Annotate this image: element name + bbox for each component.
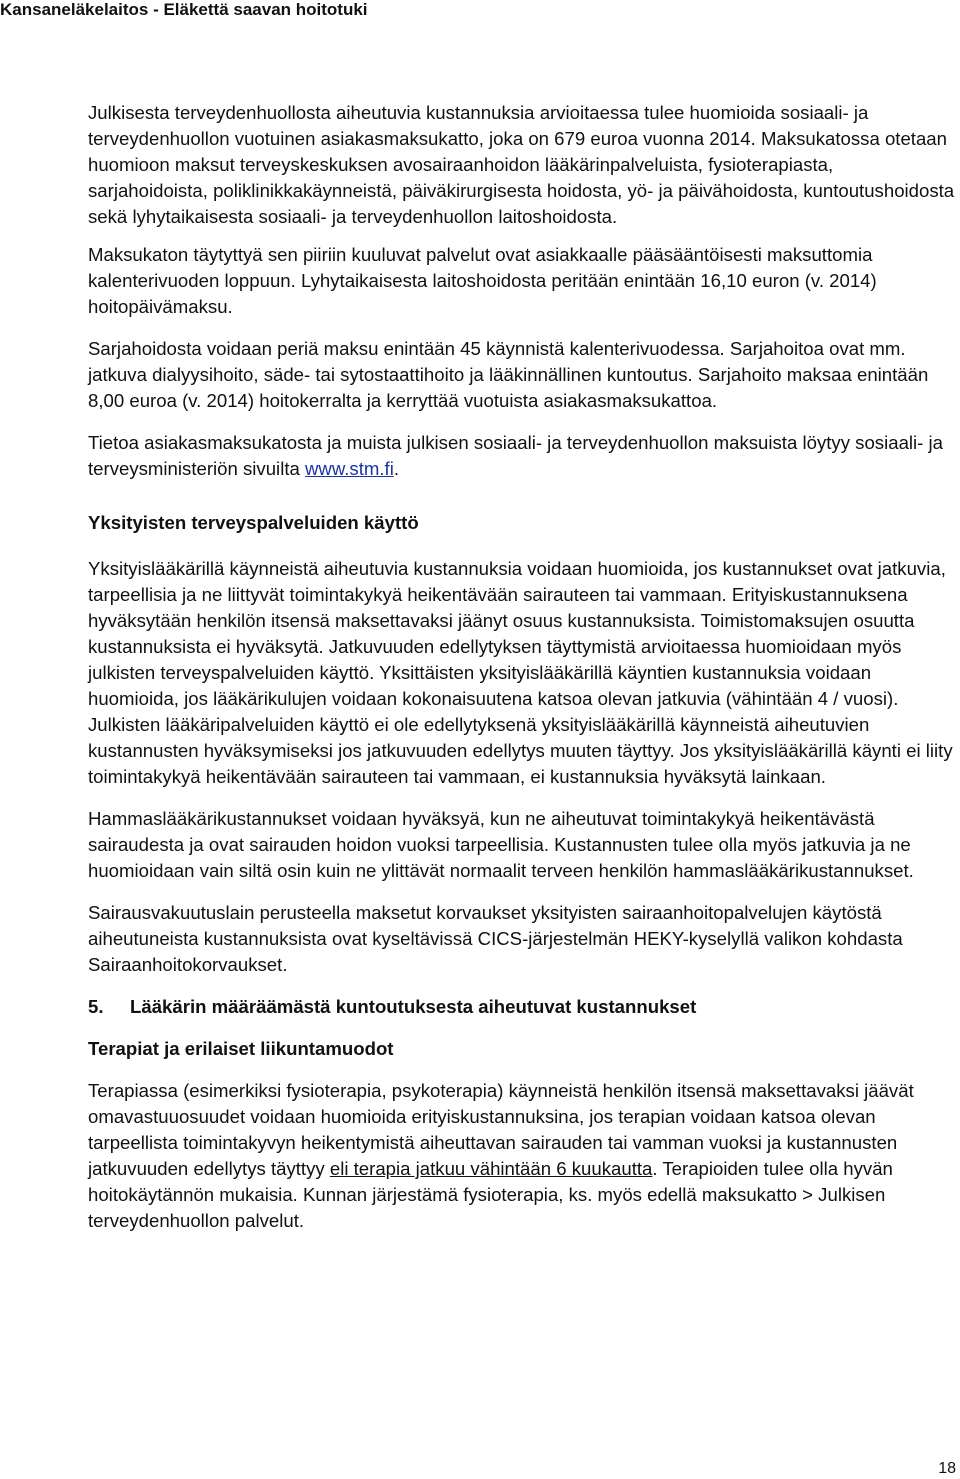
stm-info-end: . [393,458,400,479]
paragraph-sarjahoito: Sarjahoidosta voidaan periä maksu enintään 45 käynnistä kalenterivuodessa. Sarjahoitoa ovat mm. jatkuva dialyysihoito, säde- tai sytostaattihoito ja lääkinnällinen kuntoutus. Sarjahoito maksaa enintään 8,00 euroa (v. 2014) hoitokerralta ja kerryttää vuotuista asiakasmaksukattoa. [88,338,929,411]
paragraph-stm-info [88,430,958,482]
page-number: 18 [938,1460,956,1477]
running-header: Kansaneläkelaitos - Eläkettä saavan hoitotuki [0,0,368,19]
heading-therapies: Terapiat ja erilaiset liikuntamuodot [88,1038,394,1059]
terapiat-underlined: eli terapia jatkuu vähintään 6 kuukautta [329,1158,653,1179]
document-body [88,100,958,1250]
section-5-title: Lääkärin määräämästä kuntoutuksesta aiheutuvat kustannukset [130,996,697,1017]
heading-private-services: Yksityisten terveyspalveluiden käyttö [88,512,419,533]
paragraph-terapiat [88,1078,958,1234]
paragraph-yksityislaakari: Yksityislääkärillä käynneistä aiheutuvia kustannuksia voidaan huomioida, jos kustannukset ovat jatkuvia, tarpeellisia ja ne liittyvät toimintakykyä heikentävään sairauteen tai vammaan. Erityiskustannuksena hyväksytään henkilön itsensä maksettavaksi jäänyt osuus kustannuksista. Toimistomaksujen osuutta kustannuksista ei hyväksytä. Jatkuvuuden edellytyksen täyttymistä arvioitaessa huomioidaan myös julkisten terveyspalveluiden käyttö. Yksittäisten yksityislääkärillä käyntien kustannuksia voidaan huomioida, jos lääkärikulujen voidaan kokonaisuutena katsoa olevan jatkuvia (vähintään 4 / vuosi). Julkisten lääkäripalveluiden käyttö ei ole edellytyksenä yksityislääkärillä käynneistä aiheutuvien kustannusten hyväksymiseksi jos jatkuvuuden edellytys muuten täyttyy. Jos yksityislääkärillä käynti ei liity toimintakykyä heikentävään sairauteen tai vammaan, ei kustannuksia hyväksytä lainkaan. [88,558,953,787]
section-5-number: 5. [88,996,104,1017]
section-5-heading [88,994,958,1020]
stm-link[interactable]: www.stm.fi [305,458,394,479]
paragraph-hammaslaakari: Hammaslääkärikustannukset voidaan hyväksyä, kun ne aiheutuvat toimintakykyä heikentävästä sairaudesta ja ovat sairauden hoidon vuoksi tarpeellisia. Kustannusten tulee olla myös jatkuvia ja ne huomioidaan vain siltä osin kuin ne ylittävät normaalit terveen henkilön hammaslääkärikustannukset. [88,808,914,881]
terapiat-end: . Terapioiden tulee olla hyvän hoitokäytännön mukaisia. Kunnan järjestämä fysioterapia, ks. myös edellä maksukatto > Julkisen terveydenhuollon palvelut. [88,1158,893,1231]
stm-info-text: Tietoa asiakasmaksukatosta ja muista julkisen sosiaali- ja terveydenhuollon maksuista löytyy sosiaali- ja terveysministeriön sivuilta [88,432,944,479]
paragraph-sairausvakuutus: Sairausvakuutuslain perusteella maksetut korvaukset yksityisten sairaanhoitopalvelujen käytöstä aiheutuneista kustannuksista ovat kyseltävissä CICS-järjestelmän HEKY-kyselyllä valikon kohdasta Sairaanhoitokorvaukset. [88,902,903,975]
terapiat-text: Terapiassa (esimerkiksi fysioterapia, psykoterapia) käynneistä henkilön itsensä maksettavaksi jäävät omavastuuosuudet voidaan huomioida erityiskustannuksina, jos terapian voidaan katsoa olevan tarpeellista toimintakyvyn heikentymistä aiheuttavan sairauden tai vamman vuoksi ja kustannusten jatkuvuuden edellytys täyttyy [88,1080,914,1179]
paragraph-maksukaton-taytyttya: Maksukaton täytyttyä sen piiriin kuuluvat palvelut ovat asiakkaalle pääsääntöisesti maksuttomia kalenterivuoden loppuun. Lyhytaikaisesta laitoshoidosta peritään enintään 16,10 euron (v. 2014) hoitopäivämaksu. [88,244,877,317]
paragraph-asiakasmaksukatto: Julkisesta terveydenhuollosta aiheutuvia kustannuksia arvioitaessa tulee huomioida sosiaali- ja terveydenhuollon vuotuinen asiakasmaksukatto, joka on 679 euroa vuonna 2014. Maksukatossa otetaan huomioon maksut terveyskeskuksen avosairaanhoidon lääkärinpalveluista, fysioterapiasta, sarjahoidoista, poliklinikkakäynneistä, päiväkirurgisesta hoidosta, yö- ja päivähoidosta, kuntoutushoidosta sekä lyhytaikaisesta sosiaali- ja terveydenhuollon laitoshoidosta. [88,102,955,227]
